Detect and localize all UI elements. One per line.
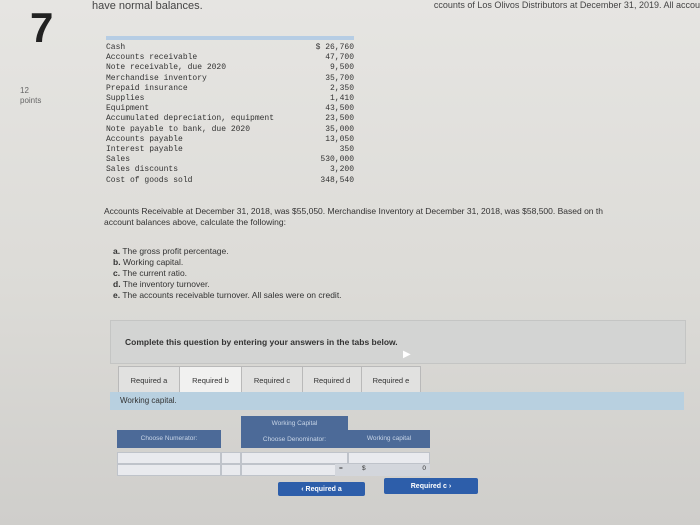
account-value: 47,700 (325, 53, 354, 63)
account-name: Accounts receivable (106, 53, 198, 63)
denominator-header: Choose Denominator: (241, 432, 348, 448)
next-requirement-button[interactable] (384, 478, 478, 494)
requirement-item (113, 268, 342, 279)
account-table-header (106, 36, 354, 40)
points-label: points (20, 96, 42, 105)
tab-required-b[interactable]: Required b (179, 366, 242, 394)
prompt-line-1: Accounts Receivable at December 31, 2018, was $55,050. Merchandise Inventory at December 31, 2018, was $58,500. Based on th (104, 206, 603, 216)
working-capital-title: Working Capital (241, 416, 348, 432)
account-value: 3,200 (329, 165, 354, 175)
previous-requirement-button[interactable] (278, 482, 365, 496)
result-blank-row (348, 452, 430, 464)
account-name: Sales discounts (106, 165, 179, 175)
account-name: Cost of goods sold (106, 175, 193, 185)
complete-banner (110, 320, 686, 364)
working-capital-result (348, 464, 430, 476)
instructions-fragment: have normal balances. (92, 0, 203, 12)
account-row (106, 155, 354, 165)
account-name: Supplies (106, 94, 145, 104)
title-fragment: ccounts of Los Olivos Distributors at December 31, 2019. All accou (433, 0, 700, 10)
account-row (106, 94, 354, 104)
working-capital-form (117, 416, 430, 474)
account-value: 348,540 (320, 175, 354, 185)
complete-banner-text: Complete this question by entering your answers in the tabs below. (125, 337, 398, 347)
account-value: 23,500 (325, 114, 354, 124)
numerator-input-1[interactable] (117, 464, 221, 476)
denominator-select[interactable] (241, 452, 348, 464)
requirement-letter: e. (113, 290, 121, 300)
account-name: Sales (106, 155, 131, 165)
account-name: Merchandise inventory (106, 73, 207, 83)
account-name: Note receivable, due 2020 (106, 63, 227, 73)
tab-required-d[interactable]: Required d (302, 366, 362, 394)
requirement-text: The inventory turnover. (122, 279, 210, 289)
chevron-left-icon: ‹ (301, 485, 304, 493)
account-value: 43,500 (325, 104, 354, 114)
account-name: Equipment (106, 104, 150, 114)
account-value: 35,700 (325, 73, 354, 83)
tab-required-e[interactable]: Required e (361, 366, 421, 394)
requirement-item (113, 279, 342, 290)
prompt-line-2: account balances above, calculate the following: (104, 217, 286, 227)
account-value: 530,000 (320, 155, 354, 165)
operator-input[interactable] (221, 464, 241, 476)
account-name: Accounts payable (106, 134, 183, 144)
requirement-item (113, 290, 342, 301)
next-button-label: Required c (410, 482, 447, 490)
account-value: 9,500 (329, 63, 354, 73)
result-header: Working capital (348, 430, 430, 448)
account-name: Accumulated depreciation, equipment (106, 114, 275, 124)
account-name: Interest payable (106, 145, 183, 155)
account-value: $ 26,760 (315, 43, 354, 52)
currency-sign: $ (362, 465, 366, 472)
question-prompt (104, 206, 700, 228)
account-row (106, 104, 354, 114)
result-value: 0 (422, 465, 426, 472)
account-value: 13,050 (325, 134, 354, 144)
account-row (106, 165, 354, 175)
question-number: 7 (30, 4, 54, 51)
tab-required-c[interactable]: Required c (241, 366, 303, 394)
requirement-item (113, 246, 342, 257)
account-name: Cash (106, 43, 126, 52)
account-row (106, 53, 354, 63)
previous-button-label: Required a (305, 485, 342, 493)
tab-panel-header (110, 392, 684, 410)
requirement-text: The current ratio. (122, 268, 188, 278)
account-name: Note payable to bank, due 2020 (106, 124, 251, 134)
requirement-letter: b. (113, 257, 121, 267)
requirement-text: The gross profit percentage. (122, 246, 229, 256)
account-row (106, 135, 354, 145)
account-value: 35,000 (325, 124, 354, 134)
account-row (106, 114, 354, 124)
account-row (106, 176, 354, 186)
requirements-list (113, 246, 342, 301)
account-row (106, 63, 354, 73)
denominator-input[interactable] (241, 464, 348, 476)
requirement-item (113, 257, 342, 268)
equals-sign: = (339, 465, 343, 472)
numerator-header: Choose Numerator: (117, 430, 221, 448)
account-row (106, 74, 354, 84)
account-value: 1,410 (329, 94, 354, 104)
requirement-letter: d. (113, 279, 121, 289)
points-value: 12 (20, 86, 29, 95)
requirement-letter: a. (113, 246, 121, 256)
operator-select[interactable] (221, 452, 241, 464)
tab-required-a[interactable]: Required a (118, 366, 180, 394)
requirement-text: The accounts receivable turnover. All sales were on credit. (122, 290, 342, 300)
mouse-cursor-icon: ▶ (403, 349, 411, 360)
account-value: 350 (339, 145, 354, 155)
requirement-tabs (118, 366, 420, 394)
account-name: Prepaid insurance (106, 83, 188, 93)
numerator-select-1[interactable] (117, 452, 221, 464)
account-value: 2,350 (329, 83, 354, 93)
account-balances-table (106, 36, 354, 186)
requirement-text: Working capital. (122, 257, 184, 267)
chevron-right-icon: › (448, 482, 452, 490)
account-row (106, 145, 354, 155)
account-row (106, 125, 354, 135)
requirement-letter: c. (113, 268, 121, 278)
account-row (106, 43, 354, 53)
account-row (106, 84, 354, 94)
panel-label: Working capital. (120, 396, 177, 405)
